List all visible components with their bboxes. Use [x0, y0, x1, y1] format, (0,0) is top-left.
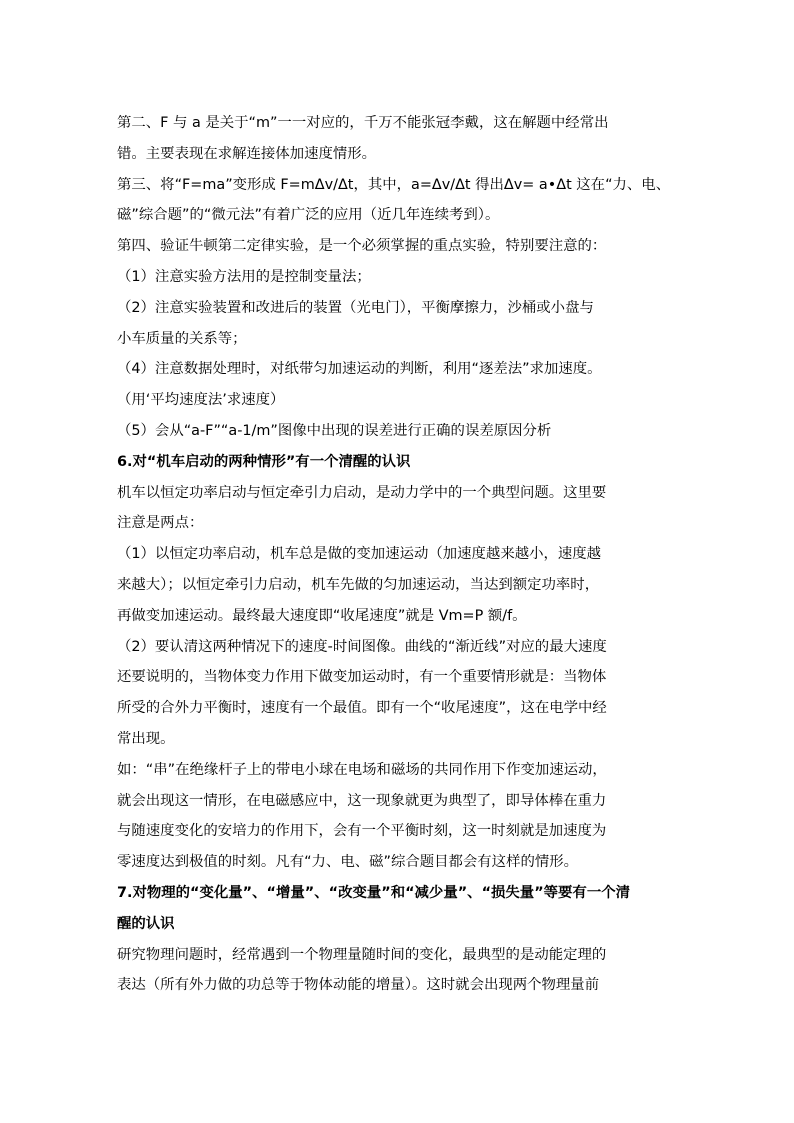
body-line: 如：“串”在绝缘杆子上的带电小球在电场和磁场的共同作用下作变加速运动，: [117, 761, 607, 778]
body-line: 再做变加速运动。最终最大速度即“收尾速度”就是 Vm=P 额/f。: [117, 607, 527, 624]
body-line: 来越大）；以恒定牵引力启动，机车先做的匀加速运动，当达到额定功率时，: [117, 576, 600, 593]
body-line: 第四、验证牛顿第二定律实验，是一个必须掌握的重点实验，特别要注意的：: [117, 238, 607, 255]
body-line: 零速度达到极值的时刻。凡有“力、电、磁”综合题目都会有这样的情形。: [117, 854, 579, 871]
body-line: 表达（所有外力做的功总等于物体动能的增量）。这时就会出现两个物理量前: [117, 977, 600, 994]
body-line: 磁”综合题”的“微元法”有着广泛的应用（近几年连续考到）。: [117, 207, 500, 224]
body-line: 小车质量的关系等；: [117, 330, 247, 347]
body-line: 所受的合外力平衡时，速度有一个最值。即有一个“收尾速度”，这在电学中经: [117, 700, 607, 717]
body-line: 研究物理问题时，经常遇到一个物理量随时间的变化，最典型的是动能定理的: [117, 946, 607, 963]
section-heading: 6.对“机车启动的两种情形”有一个清醒的认识: [117, 453, 411, 470]
section-heading: 醒的认识: [117, 915, 175, 932]
body-line: 常出现。: [117, 730, 175, 747]
list-item: （1）以恒定功率启动，机车总是做的变加速运动（加速度越来越小，速度越: [117, 546, 602, 563]
body-line: 注意是两点：: [117, 515, 204, 532]
body-line: 第二、F 与 a 是关于“m”一一对应的，千万不能张冠李戴，这在解题中经常出: [117, 115, 609, 131]
list-item: （2）注意实验装置和改进后的装置（光电门），平衡摩擦力，沙桶或小盘与: [117, 299, 594, 316]
list-item: （4）注意数据处理时，对纸带匀加速运动的判断，利用“逐差法”求加速度。: [117, 361, 602, 378]
body-line: 还要说明的，当物体变力作用下做变加运动时，有一个重要情形就是：当物体: [117, 669, 607, 686]
body-line: 就会出现这一情形，在电磁感应中，这一现象就更为典型了，即导体棒在重力: [117, 792, 607, 809]
body-line: 机车以恒定功率启动与恒定牵引力启动，是动力学中的一个典型问题。这里要: [117, 484, 607, 501]
section-heading: 7.对物理的“变化量”、“增量”、“改变量”和“减少量”、“损失量”等要有一个清: [117, 884, 630, 901]
list-item: （2）要认清这两种情况下的速度-时间图像。曲线的“渐近线”对应的最大速度: [117, 638, 607, 655]
list-item: （5）会从“a-F”“a-1/m”图像中出现的误差进行正确的误差原因分析: [117, 422, 552, 439]
body-line: （用‘平均速度法’求速度）: [117, 392, 285, 409]
document-body: [117, 108, 687, 1001]
body-line: 与随速度变化的安培力的作用下，会有一个平衡时刻，这一时刻就是加速度为: [117, 823, 607, 840]
body-line: 第三、将“F=ma”变形成 F=mΔv/Δt，其中，a=Δv/Δt 得出Δv= a•Δt 这在“力、电、: [117, 176, 671, 193]
list-item: （1）注意实验方法用的是控制变量法；: [117, 268, 371, 285]
body-line: 错。主要表现在求解连接体加速度情形。: [117, 145, 377, 162]
